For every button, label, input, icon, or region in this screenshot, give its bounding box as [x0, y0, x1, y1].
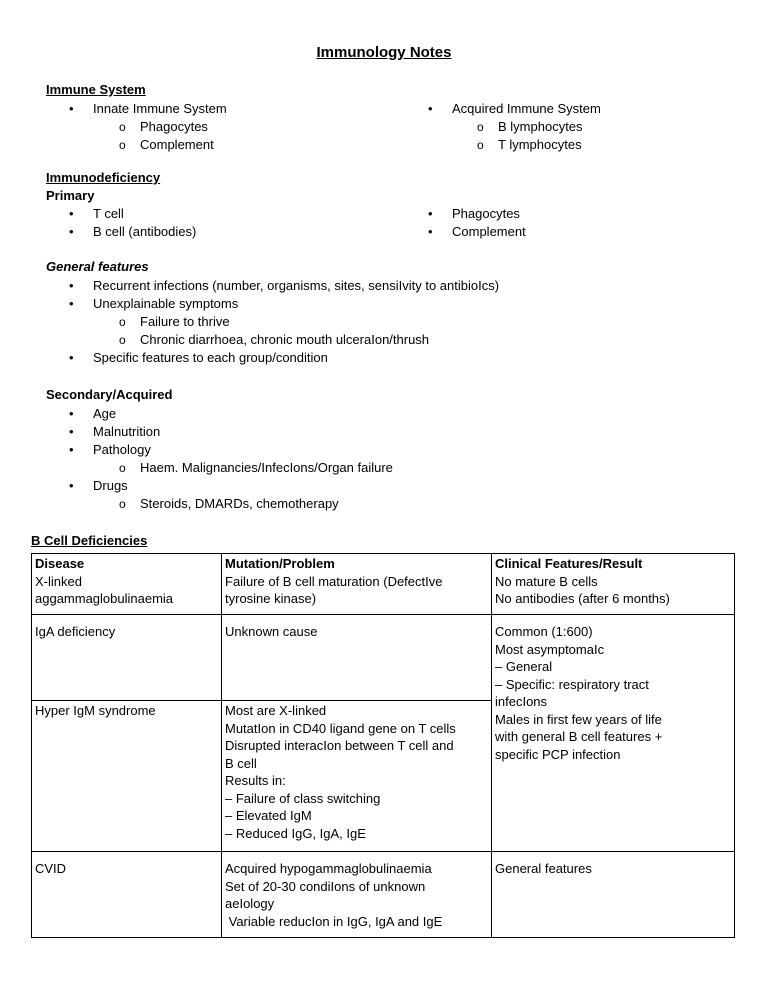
column-header-disease: Disease: [35, 556, 85, 571]
table-cell: [492, 554, 735, 615]
disease-text: IgA deficiency: [35, 624, 116, 639]
innate-item: o Complement: [46, 136, 386, 154]
primary-item: • Complement: [406, 223, 746, 241]
general-features-list: [46, 277, 726, 367]
general-features-heading: General features: [46, 259, 149, 274]
problem-text: tyrosine kinase): [225, 591, 317, 606]
table-row: [32, 554, 735, 615]
problem-text: MutatIon in CD40 ligand gene on T cells: [225, 720, 456, 736]
table-cell: [492, 615, 735, 852]
immune-system-heading: Immune System: [46, 82, 146, 97]
general-subitem: o Failure to thrive: [46, 313, 726, 331]
result-text: Most asymptomaIc: [495, 641, 605, 657]
disease-text: X-linked: [35, 573, 82, 589]
secondary-subitem: o Steroids, DMARDs, chemotherapy: [46, 495, 726, 513]
disease-text: CVID: [35, 861, 67, 876]
table-cell: [32, 615, 222, 701]
general-item: • Unexplainable symptoms: [46, 295, 726, 313]
table-row: [32, 615, 735, 701]
primary-label: Primary: [46, 188, 95, 203]
general-subitem: o Chronic diarrhoea, chronic mouth ulceraIon/thrush: [46, 331, 726, 349]
acquired-item: o B lymphocytes: [406, 118, 746, 136]
problem-text: aeIology: [225, 896, 275, 911]
column-header-result: Clinical Features/Result: [495, 556, 643, 571]
problem-text: – Elevated IgM: [225, 808, 312, 823]
primary-list-right: [406, 205, 746, 241]
secondary-item: • Pathology: [46, 441, 726, 459]
table-cell: [32, 852, 222, 938]
secondary-item: • Malnutrition: [46, 423, 726, 441]
table-cell: [222, 615, 492, 701]
result-text: No antibodies (after 6 months): [495, 591, 670, 606]
result-text: – General: [495, 659, 553, 674]
problem-text: Failure of B cell maturation (DefectIve: [225, 573, 443, 589]
table-row: [32, 852, 735, 938]
acquired-item: o T lymphocytes: [406, 136, 746, 154]
page-title: Immunology Notes: [316, 44, 452, 61]
problem-text: B cell: [225, 755, 257, 771]
secondary-list: [46, 405, 726, 513]
table-cell: [222, 852, 492, 938]
result-text: – Specific: respiratory tract: [495, 676, 649, 692]
result-text: with general B cell features +: [495, 729, 663, 744]
b-cell-heading: B Cell Deficiencies: [31, 533, 148, 548]
table-cell: [32, 701, 222, 852]
problem-text: – Failure of class switching: [225, 790, 381, 806]
problem-text: Variable reducIon in IgG, IgA and IgE: [225, 913, 443, 929]
disease-text: Hyper IgM syndrome: [35, 703, 156, 718]
result-text: specific PCP infection: [495, 746, 621, 762]
primary-item: • Phagocytes: [406, 205, 746, 223]
secondary-subitem: o Haem. Malignancies/InfecIons/Organ failure: [46, 459, 726, 477]
primary-list-left: [46, 205, 386, 241]
table-cell: [222, 701, 492, 852]
disease-text: aggammaglobulinaemia: [35, 591, 174, 606]
acquired-label: • Acquired Immune System: [406, 100, 746, 118]
table-cell: [222, 554, 492, 615]
primary-item: • T cell: [46, 205, 386, 223]
problem-text: Acquired hypogammaglobulinaemia: [225, 861, 432, 876]
column-header-problem: Mutation/Problem: [225, 556, 335, 571]
secondary-item: • Age: [46, 405, 726, 423]
result-text: Common (1:600): [495, 624, 593, 639]
table-cell: [32, 554, 222, 615]
result-text: General features: [495, 861, 592, 876]
b-cell-table: [31, 553, 735, 938]
problem-text: Disrupted interacIon between T cell and: [225, 738, 454, 753]
immunodeficiency-heading: Immunodeficiency: [46, 170, 161, 185]
result-text: Males in first few years of life: [495, 711, 662, 727]
primary-item: • B cell (antibodies): [46, 223, 386, 241]
general-item: • Specific features to each group/condition: [46, 349, 726, 367]
acquired-list: [406, 100, 746, 154]
problem-text: Results in:: [225, 773, 286, 788]
innate-item: o Phagocytes: [46, 118, 386, 136]
general-item: • Recurrent infections (number, organisms, sites, sensiIvity to antibioIcs): [46, 277, 726, 295]
problem-text: Most are X-linked: [225, 703, 327, 718]
secondary-item: • Drugs: [46, 477, 726, 495]
result-text: No mature B cells: [495, 573, 598, 589]
problem-text: Unknown cause: [225, 624, 318, 639]
innate-list: [46, 100, 386, 154]
result-text: infecIons: [495, 694, 548, 709]
problem-text: Set of 20-30 condiIons of unknown: [225, 878, 426, 894]
innate-label: • Innate Immune System: [46, 100, 386, 118]
secondary-heading: Secondary/Acquired: [46, 387, 173, 402]
table-cell: [492, 852, 735, 938]
problem-text: – Reduced IgG, IgA, IgE: [225, 825, 366, 841]
